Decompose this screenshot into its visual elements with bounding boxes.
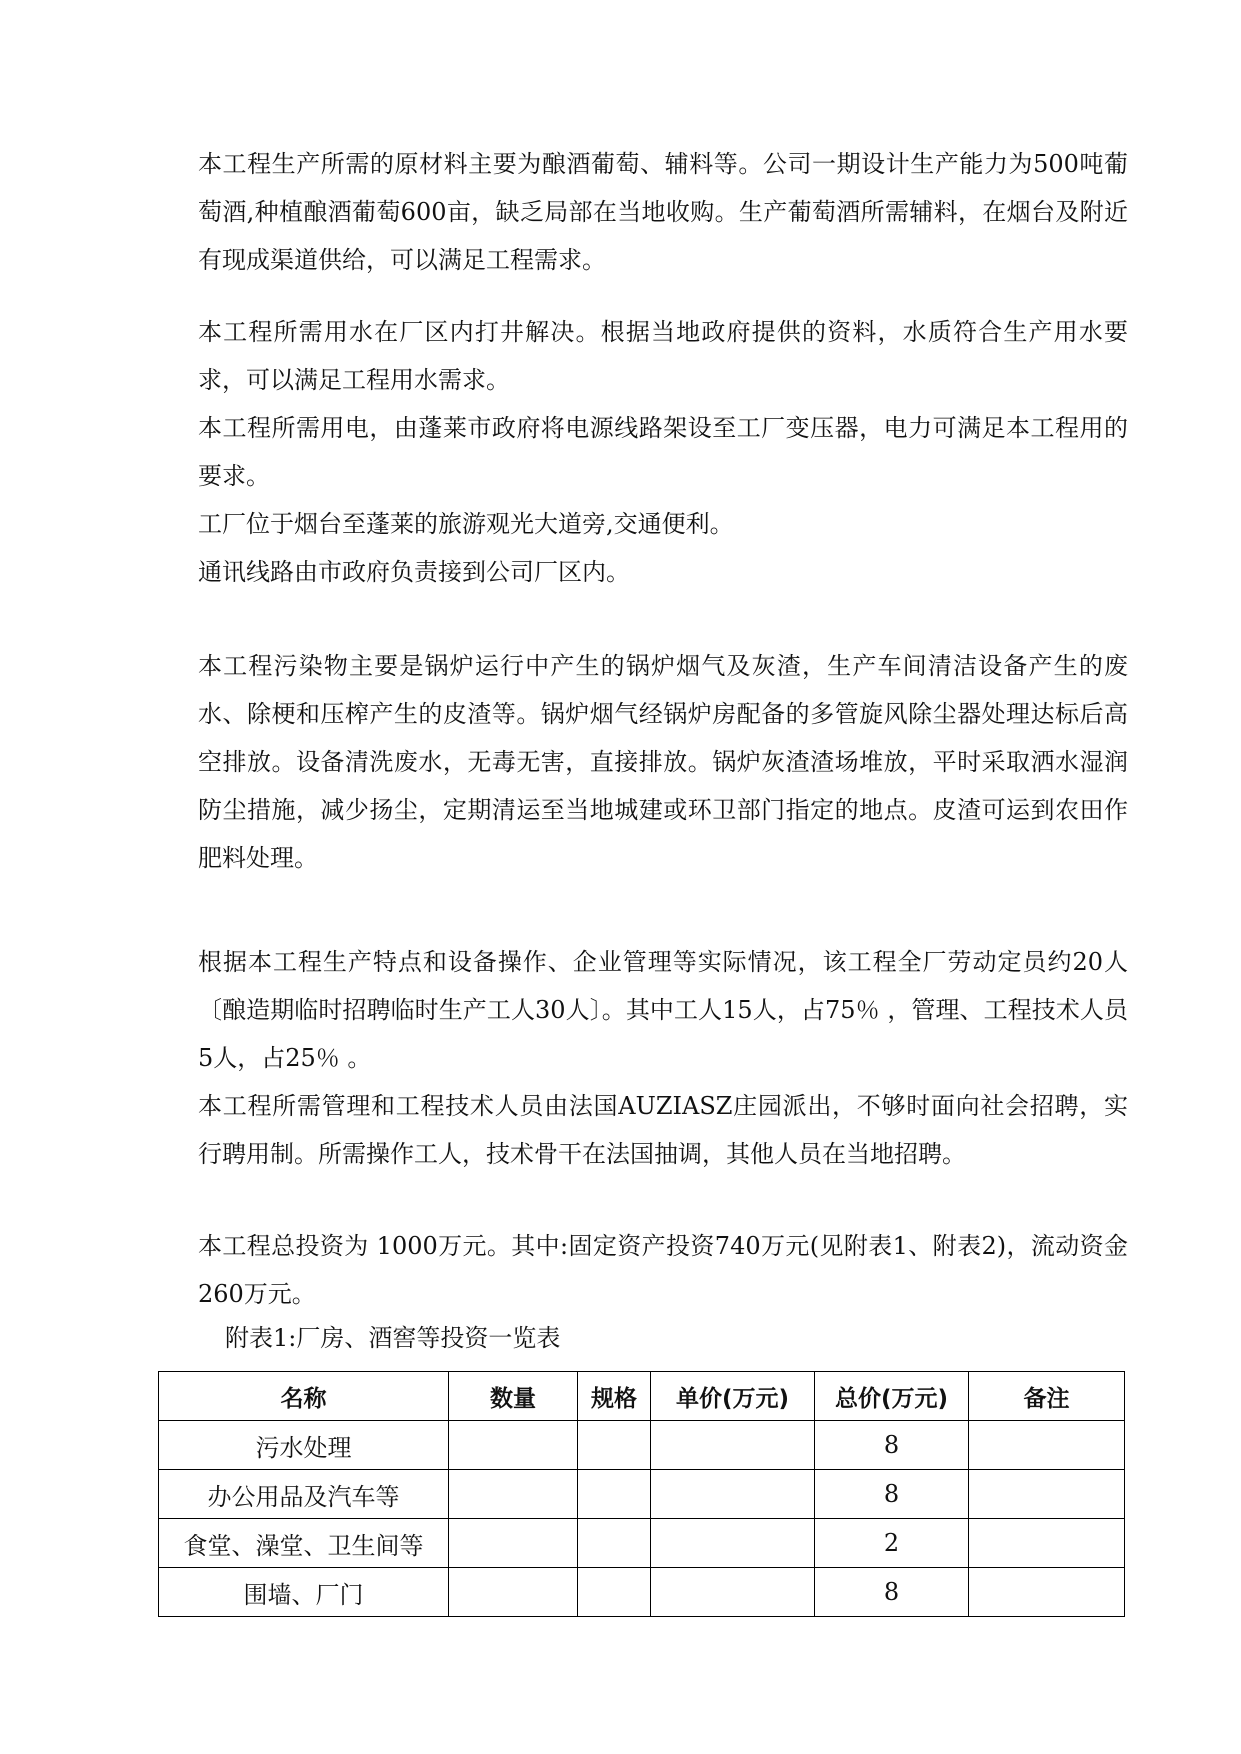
- cell-name: 办公用品及汽车等: [159, 1470, 449, 1519]
- paragraph-pollution: 本工程污染物主要是锅炉运行中产生的锅炉烟气及灰渣，生产车间清洁设备产生的废水、除梗和压榨产生的皮渣等。锅炉烟气经锅炉房配备的多管旋风除尘器处理达标后高空排放。设备清洗废水，无毒无害，直接排放。锅炉灰渣渣场堆放，平时采取洒水湿润防尘措施，减少扬尘，定期清运至当地城建或环卫部门指定的地点。皮渣可运到农田作肥料处理。: [198, 652, 1128, 872]
- cell-remarks: [969, 1568, 1125, 1617]
- cell-total-price: 8: [815, 1421, 969, 1470]
- paragraph-staffing: 根据本工程生产特点和设备操作、企业管理等实际情况，该工程全厂劳动定员约20人〔酿造期临时招聘临时生产工人30人〕。其中工人15人，占75％ ，管理、工程技术人员5人，占25％ 。: [198, 948, 1128, 1072]
- cell-total-price: 2: [815, 1519, 969, 1568]
- cell-remarks: [969, 1470, 1125, 1519]
- paragraph-investment: 本工程总投资为 1000万元。其中:固定资产投资740万元(见附表1、附表2)，流动资金260万元。: [198, 1232, 1128, 1308]
- cell-quantity: [449, 1470, 578, 1519]
- cell-remarks: [969, 1421, 1125, 1470]
- cell-unit-price: [651, 1421, 815, 1470]
- cell-total-price: 8: [815, 1470, 969, 1519]
- header-spec: 规格: [578, 1372, 651, 1421]
- cell-spec: [578, 1519, 651, 1568]
- paragraph-transport: 工厂位于烟台至蓬莱的旅游观光大道旁,交通便利。: [198, 510, 734, 538]
- paragraph-water-supply: 本工程所需用水在厂区内打井解决。根据当地政府提供的资料，水质符合生产用水要求，可以满足工程用水需求。: [198, 318, 1128, 394]
- header-unit-price: 单价(万元): [651, 1372, 815, 1421]
- table-row: [159, 1519, 1125, 1568]
- cell-spec: [578, 1470, 651, 1519]
- header-name: 名称: [159, 1372, 449, 1421]
- cell-unit-price: [651, 1470, 815, 1519]
- header-total-price: 总价(万元): [815, 1372, 969, 1421]
- cell-quantity: [449, 1421, 578, 1470]
- paragraph-power-supply: 本工程所需用电，由蓬莱市政府将电源线路架设至工厂变压器，电力可满足本工程用的要求。: [198, 414, 1128, 490]
- table-row: [159, 1421, 1125, 1470]
- paragraph-communication: 通讯线路由市政府负责接到公司厂区内。: [198, 558, 630, 586]
- table-row: [159, 1568, 1125, 1617]
- cell-total-price: 8: [815, 1568, 969, 1617]
- header-quantity: 数量: [449, 1372, 578, 1421]
- table-header-row: [159, 1372, 1125, 1421]
- cell-unit-price: [651, 1519, 815, 1568]
- table-row: [159, 1470, 1125, 1519]
- cell-quantity: [449, 1568, 578, 1617]
- cell-remarks: [969, 1519, 1125, 1568]
- cell-name: 食堂、澡堂、卫生间等: [159, 1519, 449, 1568]
- investment-table: [158, 1371, 1125, 1617]
- cell-name: 污水处理: [159, 1421, 449, 1470]
- paragraph-raw-materials: 本工程生产所需的原材料主要为酿酒葡萄、辅料等。公司一期设计生产能力为500吨葡萄酒,种植酿酒葡萄600亩，缺乏局部在当地收购。生产葡萄酒所需辅料，在烟台及附近有现成渠道供给，可以满足工程需求。: [198, 150, 1128, 274]
- cell-name: 围墙、厂门: [159, 1568, 449, 1617]
- cell-spec: [578, 1421, 651, 1470]
- cell-unit-price: [651, 1568, 815, 1617]
- paragraph-management-staff: 本工程所需管理和工程技术人员由法国AUZIASZ庄园派出，不够时面向社会招聘，实行聘用制。所需操作工人，技术骨干在法国抽调，其他人员在当地招聘。: [198, 1092, 1128, 1168]
- table-caption: 附表1:厂房、酒窖等投资一览表: [225, 1324, 561, 1352]
- cell-spec: [578, 1568, 651, 1617]
- header-remarks: 备注: [969, 1372, 1125, 1421]
- cell-quantity: [449, 1519, 578, 1568]
